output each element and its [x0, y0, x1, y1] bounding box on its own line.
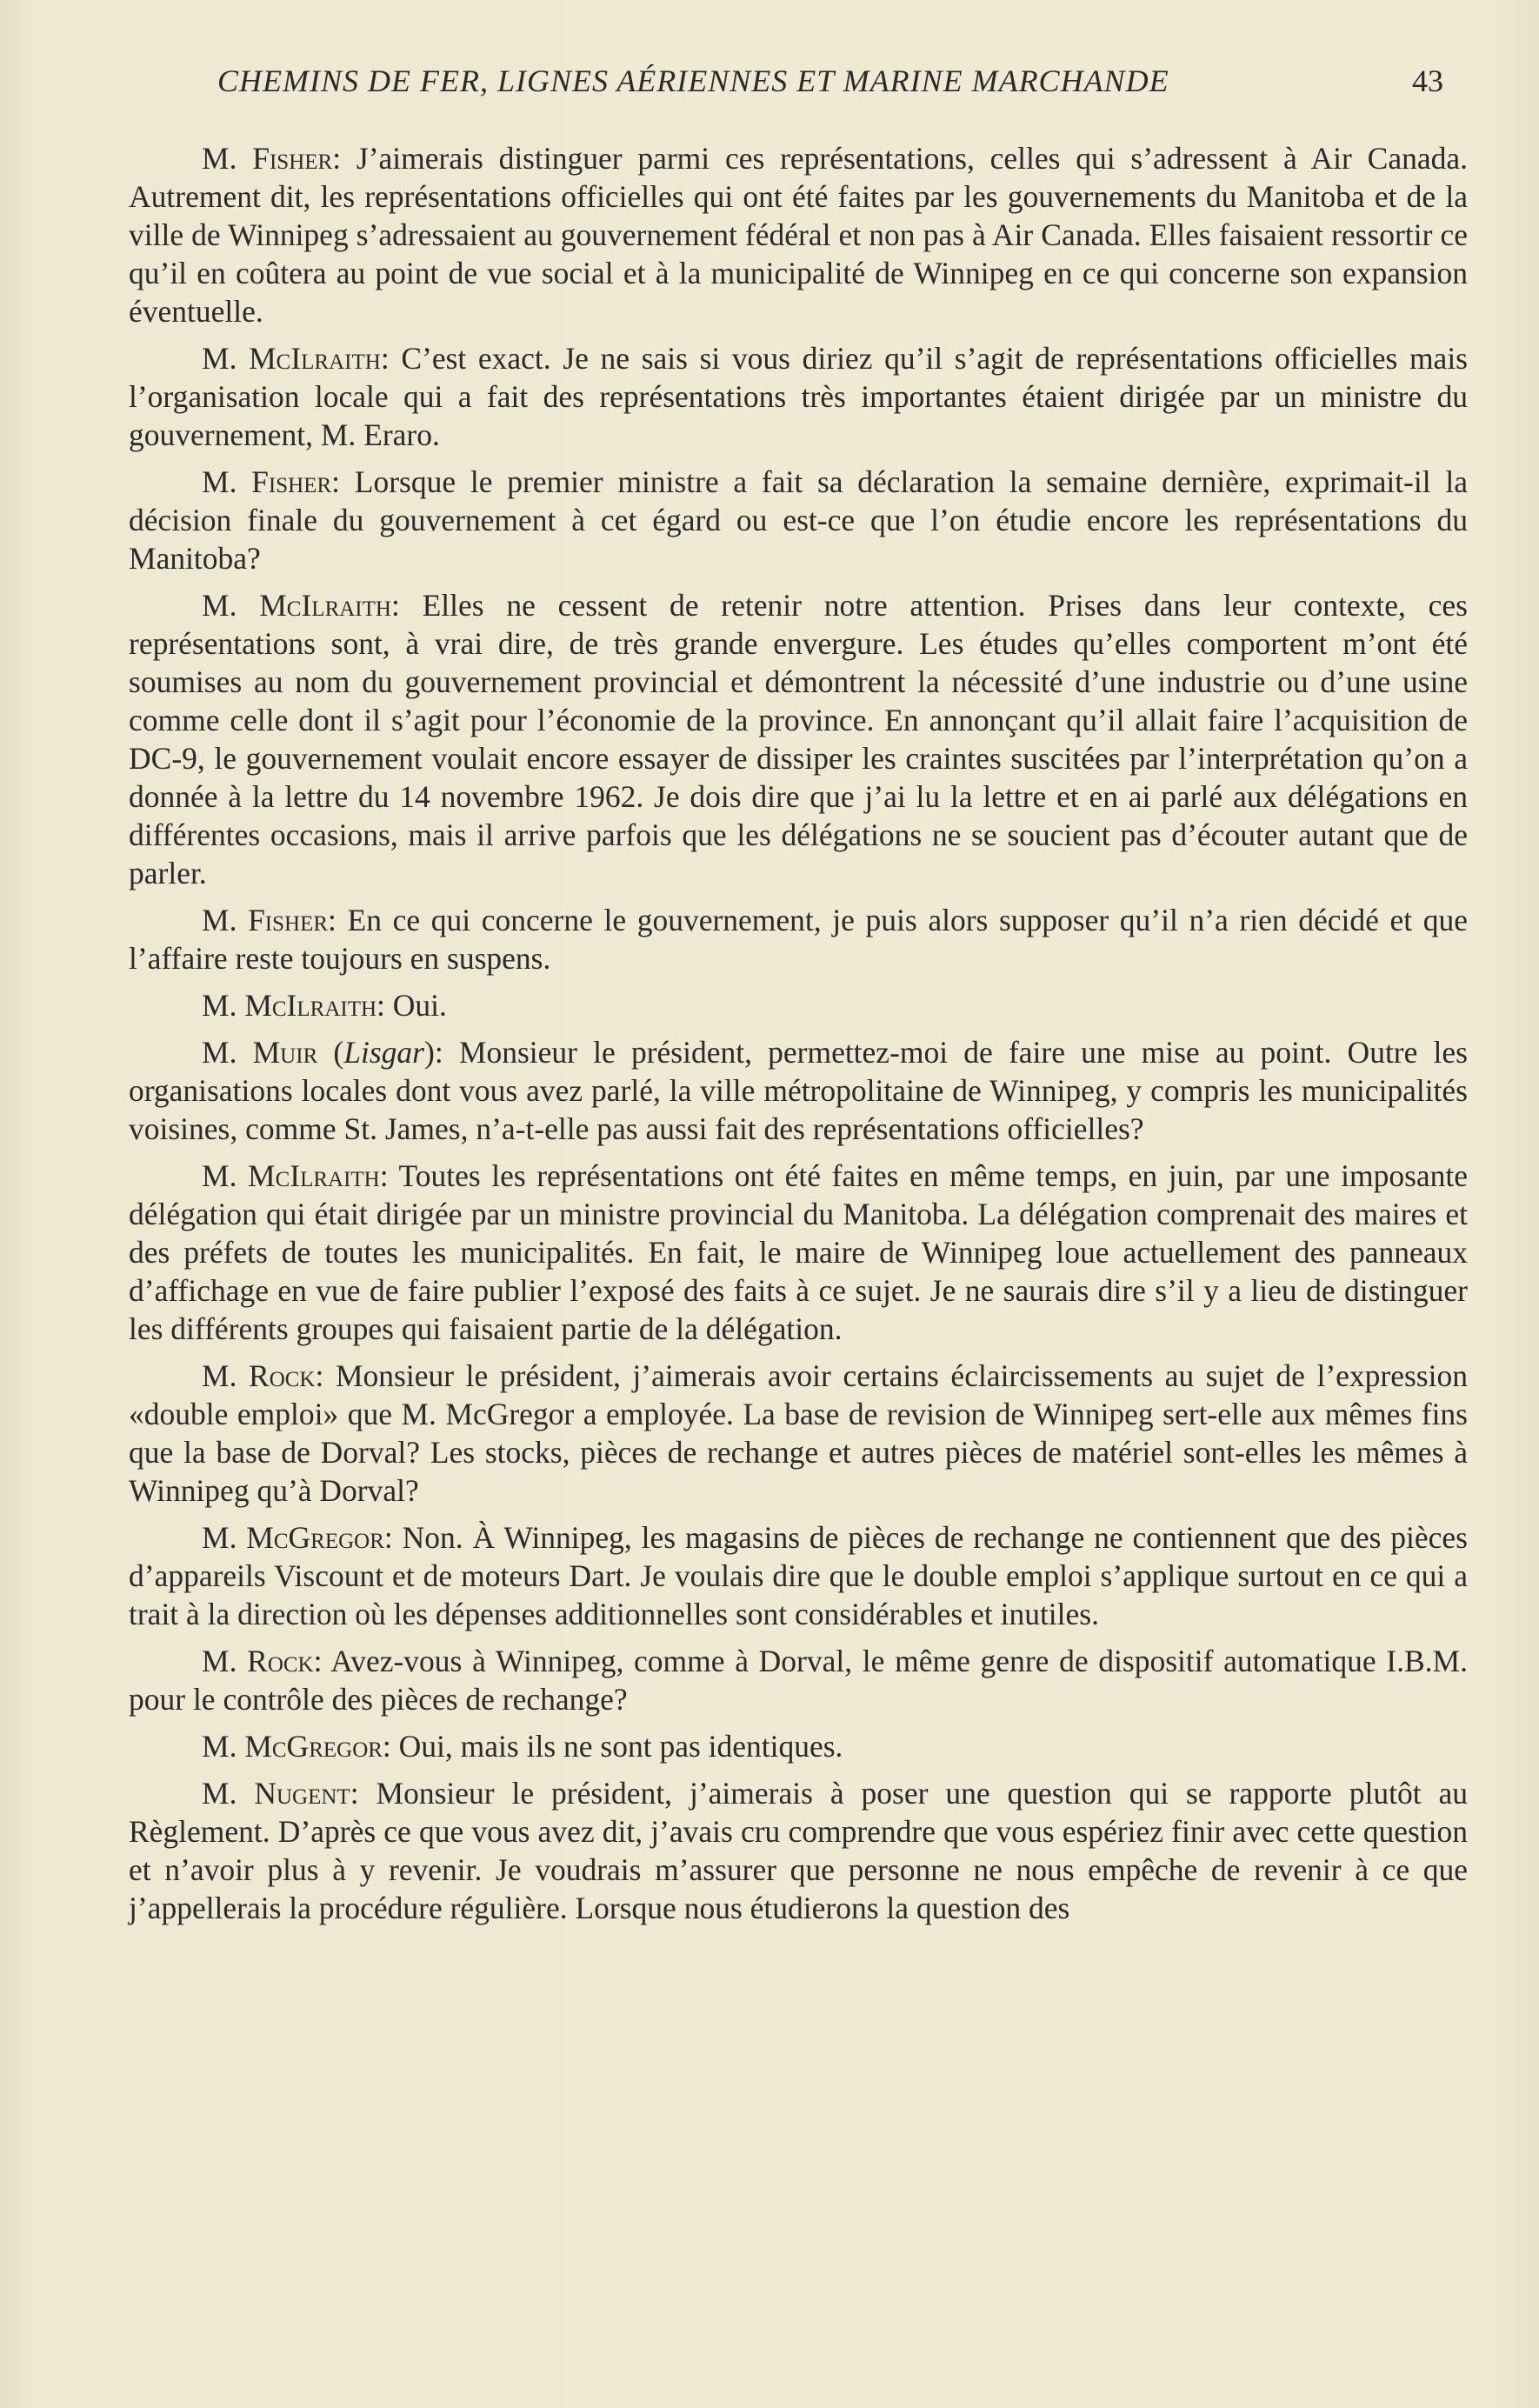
speaker-separator: :: [332, 141, 356, 176]
speaker-name: M. McIlraith: [202, 341, 381, 376]
speaker-name: M. Fisher: [202, 903, 329, 937]
paragraph-text: Non. À Winnipeg, les magasins de pièces de rechange ne contiennent que des pièces d’appareils Viscount et de moteurs Dart. Je voulais dire que le double emploi s’applique surtout en ce qui a trait à la direction où les dépenses additionnelles sont considérables et inutiles.: [129, 1520, 1468, 1631]
speaker-name: M. Fisher: [202, 141, 333, 176]
speaker-separator: :: [313, 1644, 331, 1678]
transcript-paragraph: [129, 1157, 1468, 1348]
transcript-paragraph: [129, 586, 1468, 892]
speaker-separator: :: [390, 588, 423, 623]
speaker-separator: :: [350, 1776, 376, 1811]
speaker-name: M. Muir: [202, 1035, 318, 1070]
speaker-separator: :: [379, 1158, 399, 1193]
transcript-paragraph: [129, 1518, 1468, 1633]
paragraph-text: C’est exact. Je ne sais si vous diriez qu’il s’agit de représentations officielles mais l’organisation locale qui a fait des représentations très importantes étaient dirigée par un ministre du gouvernement, M. Eraro.: [129, 341, 1468, 452]
paragraph-text: Oui, mais ils ne sont pas identiques.: [398, 1729, 843, 1764]
speaker-separator: :: [376, 988, 393, 1023]
transcript-body: [129, 139, 1468, 1936]
transcript-paragraph: [129, 1727, 1468, 1765]
paragraph-text: Monsieur le président, permettez-moi de faire une mise au point. Outre les organisations locales dont vous avez parlé, la ville métropolitaine de Winnipeg, y compris les municipalités voisines, comme St. James, n’a-t-elle pas aussi fait des représentations officielles?: [129, 1035, 1468, 1146]
transcript-paragraph: [129, 1642, 1468, 1718]
speaker-separator: :: [434, 1035, 459, 1070]
speaker-name: M. McIlraith: [202, 1158, 380, 1193]
transcript-paragraph: [129, 986, 1468, 1024]
transcript-paragraph: [129, 463, 1468, 577]
transcript-paragraph: [129, 1357, 1468, 1510]
speaker-name: M. McIlraith: [202, 588, 391, 623]
speaker-name: M. Rock: [202, 1358, 316, 1393]
page-number: 43: [1412, 63, 1443, 98]
transcript-paragraph: [129, 1033, 1468, 1148]
speaker-riding: Lisgar: [343, 1035, 425, 1070]
speaker-name: M. Rock: [202, 1644, 314, 1678]
riding-close: ): [424, 1035, 435, 1070]
speaker-separator: :: [380, 341, 402, 376]
paragraph-text: Monsieur le président, j’aimerais à poser une question qui se rapporte plutôt au Règlement. D’après ce que vous avez dit, j’avais cru comprendre que vous espériez finir avec cette question et n’avoir plus à y revenir. Je voudrais m’assurer que personne ne nous empêche de revenir à ce que j’appellerais la procédure régulière. Lorsque nous étudierons la question des: [129, 1776, 1468, 1925]
speaker-separator: :: [331, 464, 355, 499]
transcript-paragraph: [129, 139, 1468, 330]
speaker-name: M. McGregor: [202, 1729, 383, 1764]
paragraph-text: J’aimerais distinguer parmi ces représentations, celles qui s’adressent à Air Canada. Autrement dit, les représentations officielles qui ont été faites par les gouvernements du Manitoba et de la ville de Winnipeg s’adressaient au gouvernement fédéral et non pas à Air Canada. Elles faisaient ressortir ce qu’il en coûtera au point de vue social et à la municipalité de Winnipeg en ce qui concerne son expansion éventuelle.: [129, 141, 1468, 329]
riding-open: (: [317, 1035, 344, 1070]
transcript-paragraph: [129, 339, 1468, 454]
speaker-separator: :: [315, 1358, 336, 1393]
speaker-name: M. McGregor: [202, 1520, 384, 1555]
transcript-paragraph: [129, 901, 1468, 977]
speaker-name: M. McIlraith: [202, 988, 377, 1023]
paragraph-text: Lorsque le premier ministre a fait sa déclaration la semaine dernière, exprimait-il la décision finale du gouvernement à cet égard ou est-ce que l’on étudie encore les représentations du Manitoba?: [129, 464, 1468, 576]
speaker-name: M. Nugent: [202, 1776, 350, 1811]
transcript-paragraph: [129, 1774, 1468, 1927]
speaker-separator: :: [328, 903, 348, 937]
paragraph-text: Oui.: [392, 988, 447, 1023]
speaker-separator: :: [383, 1520, 403, 1555]
page-header: [217, 63, 1443, 115]
running-title: CHEMINS DE FER, LIGNES AÉRIENNES ET MARINE MARCHANDE: [217, 63, 1169, 98]
speaker-name: M. Fisher: [202, 464, 332, 499]
paragraph-text: En ce qui concerne le gouvernement, je puis alors supposer qu’il n’a rien décidé et que l’affaire reste toujours en suspens.: [129, 903, 1468, 976]
paragraph-text: Elles ne cessent de retenir notre attention. Prises dans leur contexte, ces représentations sont, à vrai dire, de très grande envergure. Les études qu’elles comportent m’ont été soumises au nom du gouvernement provincial et démontrent la nécessité d’une industrie ou d’une usine comme celle dont il s’agit pour l’économie de la province. En annonçant qu’il allait faire l’acquisition de DC-9, le gouvernement voulait encore essayer de dissiper les craintes suscitées par l’interprétation qu’on a donnée à la lettre du 14 novembre 1962. Je dois dire que j’ai lu la lettre et en ai parlé aux délégations en différentes occasions, mais il arrive parfois que les délégations ne se soucient pas d’écouter autant que de parler.: [129, 588, 1468, 890]
speaker-separator: :: [382, 1729, 399, 1764]
paragraph-text: Toutes les représentations ont été faites en même temps, en juin, par une imposante délégation qui était dirigée par un ministre provincial du Manitoba. La délégation comprenait des maires et des préfets de toutes les municipalités. En fait, le maire de Winnipeg loue actuellement des panneaux d’affichage en vue de faire publier l’exposé des faits à ce sujet. Je ne saurais dire s’il y a lieu de distinguer les différents groupes qui faisaient partie de la délégation.: [129, 1158, 1469, 1346]
paragraph-text: Avez-vous à Winnipeg, comme à Dorval, le même genre de dispositif automatique I.B.M. pour le contrôle des pièces de rechange?: [129, 1644, 1469, 1717]
paragraph-text: Monsieur le président, j’aimerais avoir certains éclaircissements au sujet de l’expression «double emploi» que M. McGregor a employée. La base de revision de Winnipeg sert-elle aux mêmes fins que la base de Dorval? Les stocks, pièces de rechange et autres pièces de matériel sont-elles les mêmes à Winnipeg qu’à Dorval?: [129, 1358, 1468, 1508]
